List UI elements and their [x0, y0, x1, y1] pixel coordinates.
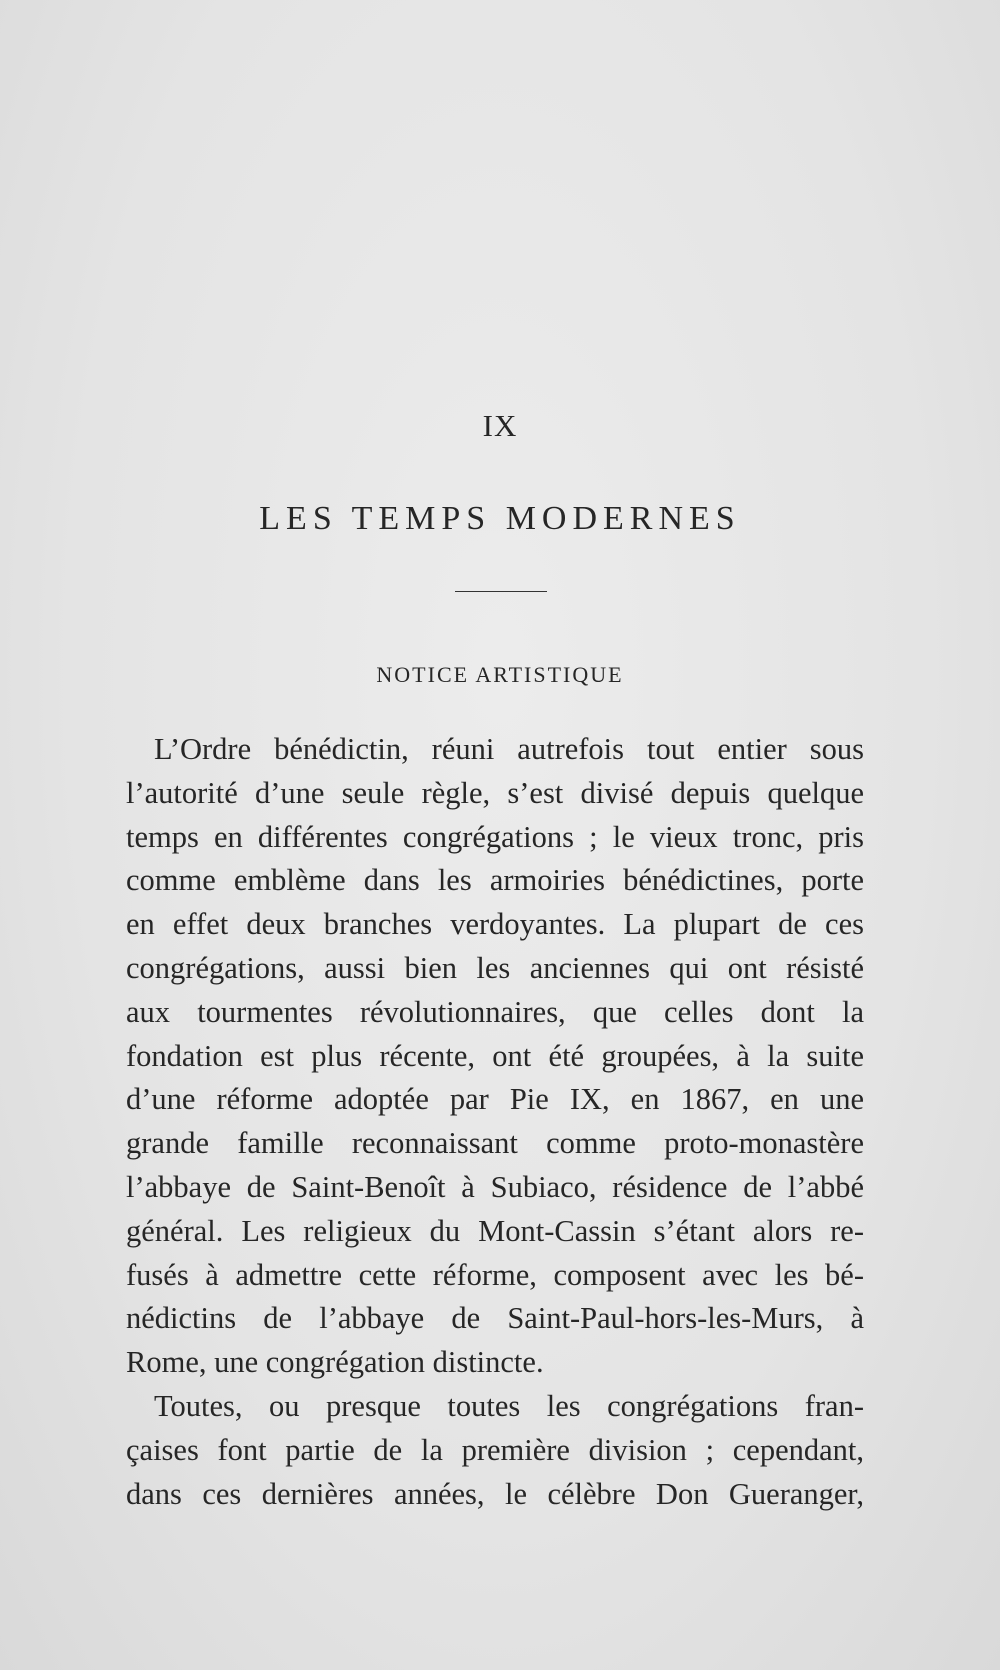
text-line: dans ces dernières années, le célèbre Don Gueranger, [126, 1476, 864, 1511]
paragraph-2 [126, 1385, 864, 1516]
text-line: temps en différentes congrégations ; le vieux tronc, pris [126, 819, 864, 854]
text-line: grande famille reconnaissant comme proto-monastère [126, 1126, 864, 1161]
text-line: Rome, une congrégation distincte. [126, 1345, 544, 1380]
text-line: Toutes, ou presque toutes les congrégations fran- [154, 1388, 864, 1423]
chapter-title: LES TEMPS MODERNES [259, 500, 741, 537]
text-line: çaises font partie de la première division ; cependant, [126, 1432, 864, 1467]
title-divider-rule [455, 591, 547, 592]
text-line: fusés à admettre cette réforme, composent avec les bé- [126, 1257, 864, 1292]
text-line: nédictins de l’abbaye de Saint-Paul-hors-les-Murs, à [126, 1301, 864, 1336]
text-line: d’une réforme adoptée par Pie IX, en 1867, en une [126, 1082, 864, 1117]
body-text [126, 728, 864, 1516]
section-heading: NOTICE ARTISTIQUE [376, 662, 624, 687]
chapter-number: IX [482, 408, 518, 443]
text-line: congrégations, aussi bien les anciennes qui ont résisté [126, 950, 864, 985]
text-line: L’Ordre bénédictin, réuni autrefois tout entier sous [154, 732, 864, 766]
paragraph-1 [126, 728, 864, 1385]
text-line: fondation est plus récente, ont été groupées, à la suite [126, 1038, 864, 1073]
text-line: l’autorité d’une seule règle, s’est divisé depuis quelque [126, 775, 864, 810]
text-line: en effet deux branches verdoyantes. La plupart de ces [126, 907, 864, 942]
text-line: comme emblème dans les armoiries bénédictines, porte [126, 863, 864, 898]
text-line: l’abbaye de Saint-Benoît à Subiaco, résidence de l’abbé [126, 1169, 864, 1204]
text-line: aux tourmentes révolutionnaires, que celles dont la [126, 994, 864, 1029]
text-line: général. Les religieux du Mont-Cassin s’étant alors re- [126, 1213, 864, 1248]
